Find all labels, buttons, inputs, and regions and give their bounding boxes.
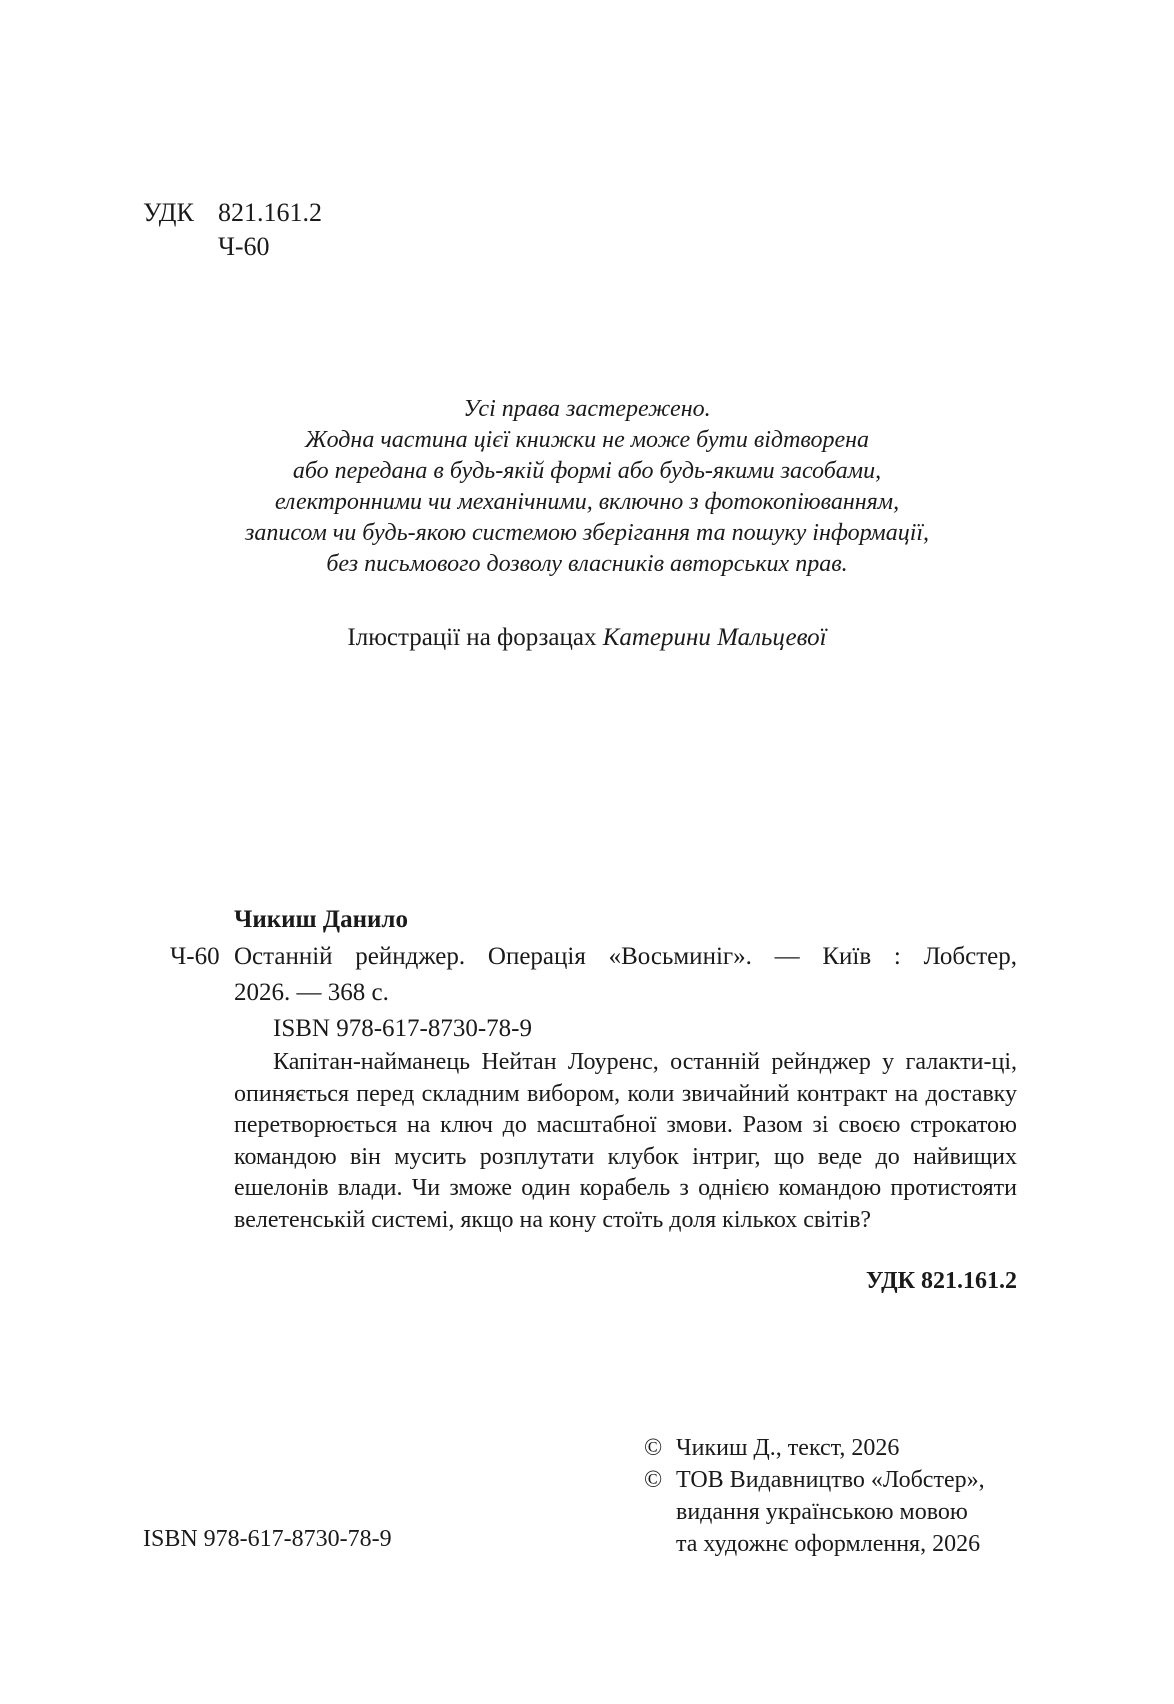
record-title-cont: 2026. — 368 с. (234, 979, 389, 1006)
record-author: Чикиш Данило (234, 906, 408, 933)
rights-line: Усі права застережено. (463, 396, 711, 422)
rights-line: або передана в будь-якій формі або будь-якими засобами, (292, 458, 882, 484)
record-annotation: Капітан-найманець Нейтан Лоуренс, останній рейнджер у галакти-ці, опиняється перед складним вибором, коли звичайний контракт на доставку перетворюється на ключ до масштабної змови. Разом зі своєю строкатою командою він мусить розплутати клубок інтриг, що веде до найвищих ешелонів влади. Чи зможе один корабель з однією командою протистояти велетенській системі, якщо на кону стоїть доля кількох світів? (234, 1049, 1017, 1233)
rights-notice (150, 394, 1024, 580)
author-sign: Ч-60 (218, 232, 270, 261)
record-isbn: ISBN 978-617-8730-78-9 (273, 1015, 533, 1042)
copyright-block (644, 1432, 985, 1560)
udk-line (143, 196, 322, 230)
copyright-author: Чикиш Д., текст, 2026 (676, 1435, 900, 1461)
udk-code: 821.161.2 (218, 198, 322, 227)
record-udk: УДК 821.161.2 (865, 1268, 1017, 1294)
record-title: Останній рейнджер. Операція «Восьминіг». — Київ : Лобстер, (234, 943, 1017, 970)
copyright-row (644, 1464, 985, 1496)
illustrations-prefix: Ілюстрації на форзацах (347, 624, 597, 651)
udk-label: УДК (143, 198, 194, 227)
illustrations-artist: Катерини Мальцевої (602, 624, 827, 651)
rights-line: електронними чи механічними, включно з фотокопіюванням, (274, 489, 900, 515)
copyright-publisher-cont: та художнє оформлення, 2026 (676, 1531, 981, 1557)
copyright-row (644, 1432, 985, 1464)
illustrations-credit (150, 622, 1024, 654)
isbn-footer: ISBN 978-617-8730-78-9 (143, 1526, 392, 1552)
copyright-publisher-cont: видання українською мовою (676, 1499, 968, 1525)
record-sign: Ч-60 (170, 943, 220, 970)
copyright-publisher: ТОВ Видавництво «Лобстер», (676, 1467, 985, 1493)
rights-line: Жодна частина цієї книжки не може бути відтворена (304, 427, 870, 453)
copyright-icon: © (644, 1435, 663, 1461)
rights-line: записом чи будь-якою системою зберігання та пошуку інформації, (244, 520, 930, 546)
copyright-icon: © (644, 1467, 663, 1493)
rights-line: без письмового дозволу власників авторських прав. (326, 551, 848, 577)
udk-header (143, 196, 322, 264)
